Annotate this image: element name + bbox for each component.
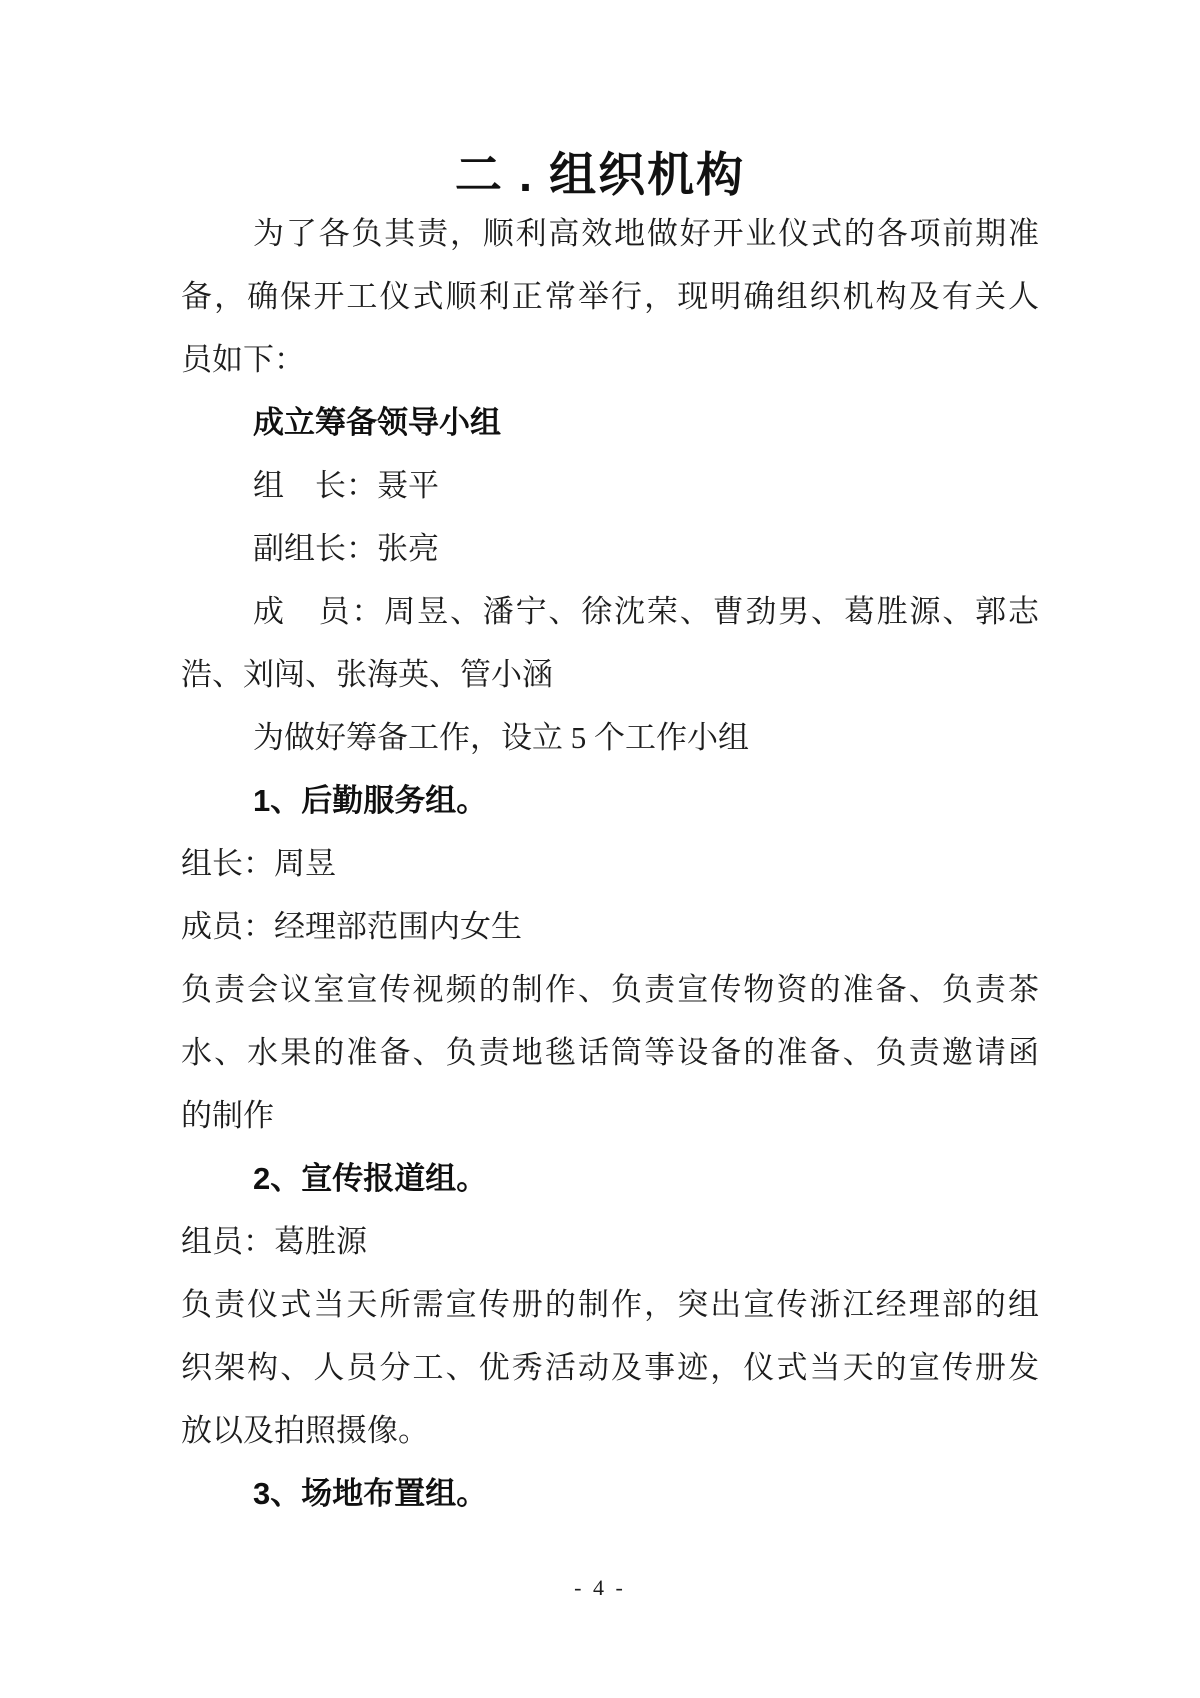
page-number: - 4 - [574, 1575, 626, 1600]
text-line: 组员：葛胜源 [181, 1224, 367, 1259]
text-line: 成员：经理部范围内女生 [181, 909, 522, 944]
text-line: 水、水果的准备、负责地毯话筒等设备的准备、负责邀请函 [181, 1035, 1039, 1070]
text-line: 副组长：张亮 [253, 531, 439, 566]
text-line: 浩、刘闯、张海英、管小涵 [181, 657, 553, 692]
text-line: 成 员：周昱、潘宁、徐沈荣、曹劲男、葛胜源、郭志 [253, 594, 1039, 629]
page-title: 二 . 组织机构 [454, 148, 746, 201]
text-line: 负责会议室宣传视频的制作、负责宣传物资的准备、负责茶 [181, 972, 1039, 1007]
text-line: 组 长：聂平 [253, 468, 439, 503]
text-line: 备，确保开工仪式顺利正常举行，现明确组织机构及有关人 [181, 279, 1039, 314]
text-line: 负责仪式当天所需宣传册的制作，突出宣传浙江经理部的组 [181, 1287, 1039, 1322]
text-line: 为做好筹备工作，设立 5 个工作小组 [253, 720, 749, 755]
text-line: 组长：周昱 [181, 846, 336, 881]
text-line: 为了各负其责，顺利高效地做好开业仪式的各项前期准 [253, 216, 1039, 251]
text-line: 员如下： [181, 342, 305, 377]
text-line: 放以及拍照摄像。 [181, 1413, 429, 1448]
text-line: 1、后勤服务组。 [253, 783, 488, 818]
text-line: 织架构、人员分工、优秀活动及事迹，仪式当天的宣传册发 [181, 1350, 1039, 1385]
text-line: 成立筹备领导小组 [253, 405, 501, 440]
text-line: 3、场地布置组。 [253, 1476, 488, 1511]
text-line: 的制作 [181, 1098, 274, 1133]
text-line: 2、宣传报道组。 [253, 1161, 488, 1196]
